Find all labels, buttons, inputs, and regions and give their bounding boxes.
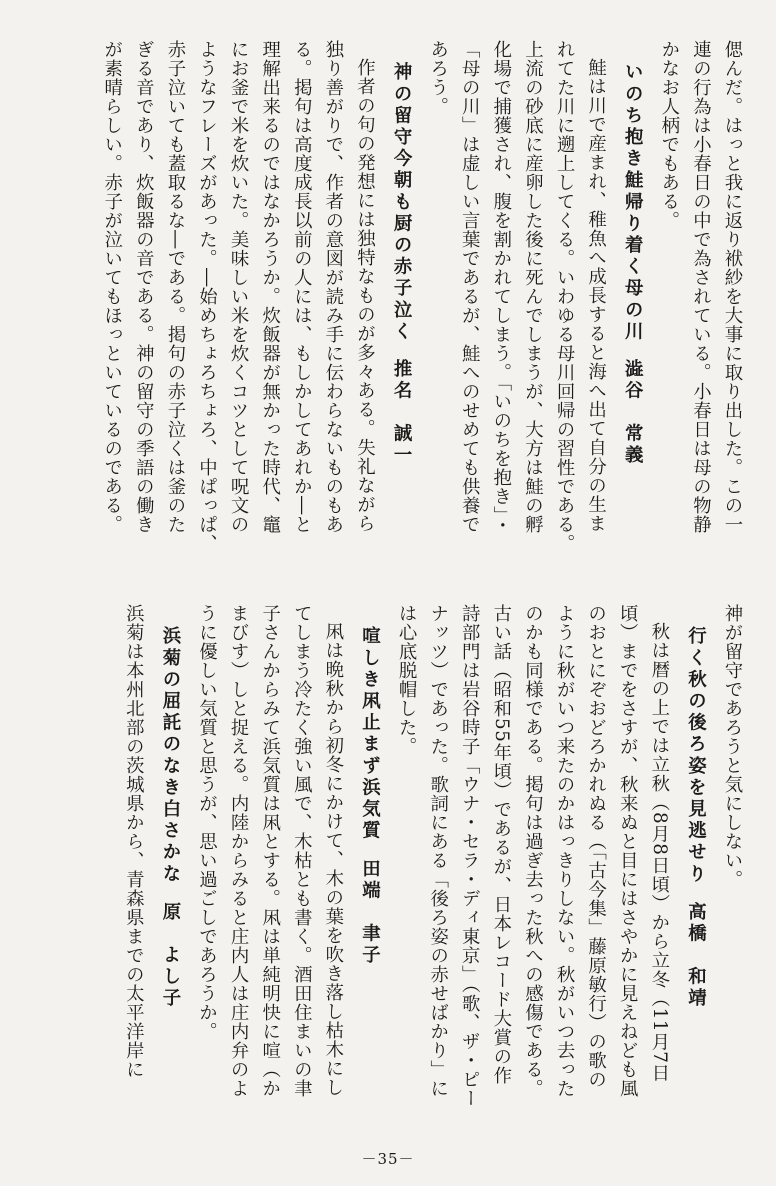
text-column: てしまう冷たく強い風で、木枯とも書く。酒田住まいの聿 xyxy=(291,604,313,1098)
commentary-salmon xyxy=(422,40,612,560)
text-column: ぎる音であり、炊飯器の音である。神の留守の季語の働き xyxy=(133,40,155,534)
text-column: 古い話（昭和55年頃）であるが、日本レコード大賞の作 xyxy=(490,604,512,1085)
bottom-text-block xyxy=(118,604,748,1124)
text-column: 作者の句の発想には独特なものが多々ある。失礼ながら xyxy=(354,58,376,534)
text-column: 理解出来るのではなかろうか。炊飯器が無かった時代、竈 xyxy=(259,40,281,534)
haiku-text: いのち抱き鮭帰り着く母の川 xyxy=(622,62,644,343)
text-column: 鮭は川で産まれ、稚魚へ成長すると海へ出て自分の生ま xyxy=(585,58,607,534)
commentary-hamagiku xyxy=(118,604,150,1124)
text-column: 独り善がりで、作者の意図が読み手に伝わらないものもあ xyxy=(322,40,344,534)
haiku-author: 田端 聿子 xyxy=(359,858,381,966)
text-column: 神が留守であろうと気にしない。 xyxy=(722,604,743,889)
top-text-block xyxy=(96,40,748,560)
text-column: は心底脱帽した。 xyxy=(396,604,418,756)
text-column: 浜菊は本州北部の茨城県から、青森県までの太平洋岸に xyxy=(123,604,145,1079)
text-column: あろう。 xyxy=(427,40,449,116)
text-column: のおとにぞおどろかれぬる（「古今集」藤原敏行）の歌の xyxy=(585,604,607,1089)
continuation-paragraph xyxy=(716,604,748,1124)
text-column: る。掲句は高度成長以前の人には、もしかしてあれか―と xyxy=(291,40,313,534)
commentary-kaze xyxy=(191,604,349,1124)
text-column: 「母の川」は虚しい言葉であるが、鮭へのせめても供養で xyxy=(459,40,481,534)
text-column: のかも同様である。掲句は過ぎ去った秋への感傷である。 xyxy=(522,604,544,1098)
text-column: かなお人柄でもある。 xyxy=(658,40,680,230)
continuation-paragraph xyxy=(653,40,748,560)
haiku-kami xyxy=(385,40,417,560)
text-column: 化場で捕獲され、腹を割かれてしまう。「いのちを抱き」・ xyxy=(490,40,512,535)
haiku-author: 原 よし子 xyxy=(159,901,181,1009)
text-column: 赤子泣いても蓋取るな―である。掲句の赤子泣くは釜のた xyxy=(164,40,186,534)
haiku-text: 神の留守今朝も厨の赤子泣く xyxy=(391,62,413,343)
text-column: ように秋がいつ来たのかはっきりしない。秋がいつ去った xyxy=(554,604,576,1098)
text-column: うに優しい気質と思うが、思い過ごしであろうか。 xyxy=(196,604,218,1041)
text-column: 頃）までをさすが、秋来ぬと目にはさやかに見えねども風 xyxy=(617,604,639,1098)
haiku-author: 澁谷 常義 xyxy=(622,359,644,467)
commentary-kami xyxy=(96,40,380,560)
haiku-text: 浜菊の屈託のなき白さかな xyxy=(159,626,181,886)
commentary-aki xyxy=(390,604,674,1124)
text-column: まびす）しと捉える。内陸からみると庄内人は庄内弁のよ xyxy=(228,604,250,1098)
haiku-text: 喧しき凩止まず浜気質 xyxy=(359,626,381,843)
haiku-kaze xyxy=(354,604,386,1124)
haiku-text: 行く秋の後ろ姿を見逃せり xyxy=(685,626,707,886)
text-column: ようなフレーズがあった。―始めちょろちょろ、中ぱっぱ、 xyxy=(196,40,218,553)
text-column: 上流の砂底に産卵した後に死んでしまうが、大方は鮭の孵 xyxy=(522,40,544,534)
haiku-hamagiku xyxy=(154,604,186,1124)
text-column: が素晴らしい。赤子が泣いてもほっといているのである。 xyxy=(101,40,123,534)
text-column: にお釜で米を炊いた。美味しい米を炊くコツとして呪文の xyxy=(228,40,250,534)
text-column: 連の行為は小春日の中で為されている。小春日は母の物静 xyxy=(690,40,712,534)
text-column: 偲んだ。はっと我に返り袱紗を大事に取り出した。この一 xyxy=(722,40,743,534)
text-column: 詩部門は岩谷時子「ウナ・セラ・ディ東京」（歌、ザ・ピー xyxy=(459,604,481,1108)
haiku-salmon xyxy=(617,40,649,560)
text-column: れてた川に遡上してくる。いわゆる母川回帰の習性である。 xyxy=(554,40,576,553)
text-column: 秋は暦の上では立秋（8月8日頃）から立冬（11月7日 xyxy=(648,622,670,1083)
haiku-aki xyxy=(680,604,712,1124)
page-number: －35－ xyxy=(361,1150,415,1168)
text-column: ナッツ）であった。歌詞にある「後ろ姿の赤せばかり」に xyxy=(427,604,449,1098)
haiku-author: 高橋 和靖 xyxy=(685,901,707,1009)
text-column: 子さんからみて浜気質は凩とする。凩は単純明快に喧（か xyxy=(259,604,281,1098)
text-column: 凩は晩秋から初冬にかけて、木の葉を吹き落し枯木にし xyxy=(322,622,344,1098)
haiku-author: 推名 誠一 xyxy=(391,359,413,467)
